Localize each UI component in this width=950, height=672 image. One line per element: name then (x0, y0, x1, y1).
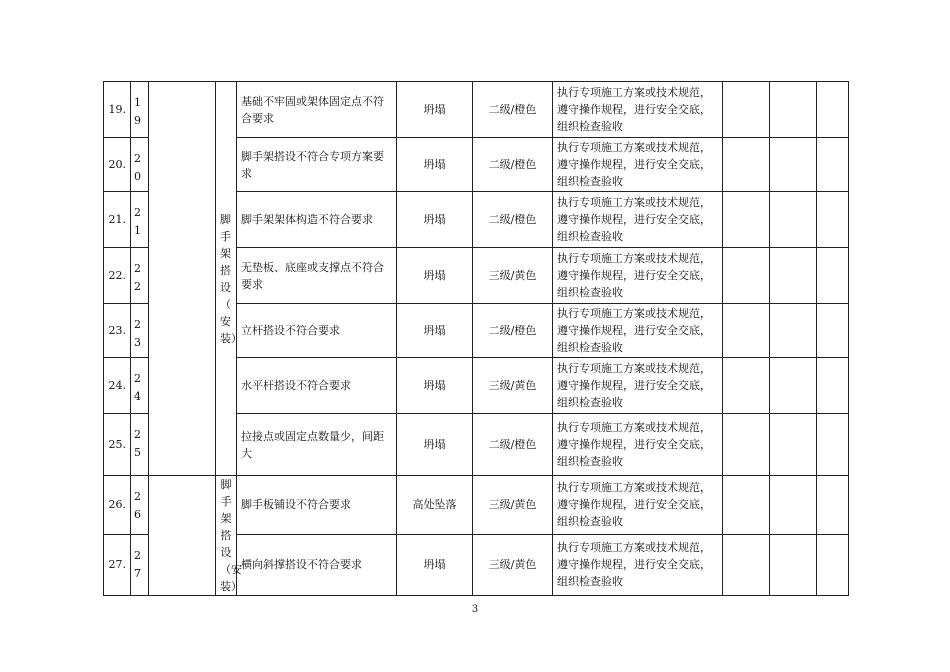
empty-cell (723, 138, 770, 192)
accident-type-cell: 高处坠落 (397, 476, 473, 535)
sub-digit: 1 (134, 96, 141, 109)
sub-digit: 3 (134, 336, 141, 349)
sub-digit: 6 (134, 508, 141, 521)
empty-cell (817, 534, 849, 595)
control-measure-cell: 执行专项施工方案或技术规范，遵守操作规程，进行安全交底，组织检查验收 (553, 82, 723, 138)
control-measure-cell: 执行专项施工方案或技术规范，遵守操作规程，进行安全交底，组织检查验收 (553, 414, 723, 476)
empty-cell (817, 82, 849, 138)
empty-cell (770, 248, 817, 304)
empty-cell (817, 248, 849, 304)
empty-cell (770, 82, 817, 138)
risk-level-cell: 二级/橙色 (473, 192, 553, 248)
empty-cell (770, 476, 817, 535)
empty-cell (723, 192, 770, 248)
hazard-cell: 拉接点或固定点数量少，间距大 (237, 414, 397, 476)
accident-type-cell: 坍塌 (397, 358, 473, 414)
accident-type-cell: 坍塌 (397, 82, 473, 138)
row-sub-number (131, 248, 149, 304)
control-measure-cell: 执行专项施工方案或技术规范，遵守操作规程，进行安全交底，组织检查验收 (553, 358, 723, 414)
row-number: 27. (104, 534, 131, 595)
accident-type-cell: 坍塌 (397, 192, 473, 248)
control-measure-cell: 执行专项施工方案或技术规范，遵守操作规程，进行安全交底，组织检查验收 (553, 476, 723, 535)
hazard-cell: 水平杆搭设不符合要求 (237, 358, 397, 414)
empty-cell (817, 138, 849, 192)
category-line: 搭设 (220, 529, 232, 559)
row-sub-number (131, 534, 149, 595)
sub-digit: 4 (134, 390, 141, 403)
accident-type-cell: 坍塌 (397, 414, 473, 476)
empty-cell (770, 192, 817, 248)
category-line: 装） (220, 580, 242, 593)
sub-digit: 2 (134, 206, 141, 219)
category-line: 脚手架 (220, 478, 232, 525)
sub-digit: 2 (134, 280, 141, 293)
empty-cell (817, 304, 849, 358)
row-number: 23. (104, 304, 131, 358)
sub-digit: 7 (134, 566, 141, 580)
accident-type-cell: 坍塌 (397, 534, 473, 595)
empty-cell (770, 138, 817, 192)
empty-cell (723, 534, 770, 595)
hazard-cell: 横向斜撑搭设不符合要求 (237, 534, 397, 595)
category-line: （安 (220, 563, 242, 576)
accident-type-cell: 坍塌 (397, 304, 473, 358)
blank-cell (149, 476, 216, 596)
sub-digit: 2 (134, 372, 141, 385)
empty-cell (723, 476, 770, 535)
sub-digit: 5 (134, 446, 141, 459)
risk-level-cell: 三级/黄色 (473, 248, 553, 304)
row-number: 21. (104, 192, 131, 248)
sub-digit: 2 (134, 428, 141, 441)
category-line: 脚手架 (220, 212, 231, 260)
accident-type-cell: 坍塌 (397, 138, 473, 192)
empty-cell (723, 358, 770, 414)
risk-level-cell: 三级/黄色 (473, 476, 553, 535)
row-sub-number (131, 82, 149, 138)
category-line: 装） (220, 331, 242, 345)
control-measure-cell: 执行专项施工方案或技术规范，遵守操作规程，进行安全交底，组织检查验收 (553, 248, 723, 304)
risk-level-cell: 二级/橙色 (473, 82, 553, 138)
hazard-cell: 立杆搭设不符合要求 (237, 304, 397, 358)
sub-digit: 2 (134, 548, 141, 562)
risk-level-cell: 二级/橙色 (473, 304, 553, 358)
sub-digit: 2 (134, 490, 141, 503)
row-sub-number (131, 304, 149, 358)
row-number: 24. (104, 358, 131, 414)
empty-cell (770, 414, 817, 476)
row-number: 25. (104, 414, 131, 476)
sub-digit: 2 (134, 152, 141, 165)
empty-cell (817, 358, 849, 414)
control-measure-cell: 执行专项施工方案或技术规范，遵守操作规程，进行安全交底，组织检查验收 (553, 534, 723, 595)
empty-cell (723, 82, 770, 138)
empty-cell (723, 304, 770, 358)
sub-digit: 2 (134, 318, 141, 331)
empty-cell (723, 248, 770, 304)
row-sub-number (131, 476, 149, 535)
empty-cell (817, 414, 849, 476)
sub-digit: 9 (134, 114, 141, 127)
empty-cell (723, 414, 770, 476)
row-sub-number (131, 138, 149, 192)
page-number: 3 (471, 604, 479, 615)
row-number: 22. (104, 248, 131, 304)
row-number: 26. (104, 476, 131, 535)
row-sub-number (131, 358, 149, 414)
control-measure-cell: 执行专项施工方案或技术规范，遵守操作规程，进行安全交底，组织检查验收 (553, 304, 723, 358)
hazard-cell: 脚手架架体构造不符合要求 (237, 192, 397, 248)
blank-cell (149, 82, 216, 476)
control-measure-cell: 执行专项施工方案或技术规范，遵守操作规程，进行安全交底，组织检查验收 (553, 138, 723, 192)
hazard-table (103, 81, 849, 596)
hazard-cell: 基础不牢固或架体固定点不符合要求 (237, 82, 397, 138)
empty-cell (770, 304, 817, 358)
risk-level-cell: 二级/橙色 (473, 414, 553, 476)
sub-digit: 2 (134, 262, 141, 275)
hazard-cell: 无垫板、底座或支撑点不符合要求 (237, 248, 397, 304)
sub-digit: 1 (134, 224, 141, 237)
table-row (104, 476, 849, 535)
category-cell (216, 82, 242, 476)
row-sub-number (131, 192, 149, 248)
category-cell (216, 476, 242, 596)
hazard-cell: 脚手架搭设不符合专项方案要求 (237, 138, 397, 192)
empty-cell (770, 534, 817, 595)
sub-digit: 0 (134, 170, 141, 183)
control-measure-cell: 执行专项施工方案或技术规范，遵守操作规程，进行安全交底，组织检查验收 (553, 192, 723, 248)
row-number: 19. (104, 82, 131, 138)
hazard-table-body (104, 82, 849, 596)
row-number: 20. (104, 138, 131, 192)
empty-cell (817, 476, 849, 535)
category-line: （ 安 (220, 297, 242, 328)
risk-level-cell: 二级/橙色 (473, 138, 553, 192)
table-row (104, 82, 849, 138)
row-sub-number (131, 414, 149, 476)
hazard-cell: 脚手板铺设不符合要求 (237, 476, 397, 535)
empty-cell (817, 192, 849, 248)
risk-level-cell: 三级/黄色 (473, 358, 553, 414)
accident-type-cell: 坍塌 (397, 248, 473, 304)
empty-cell (770, 358, 817, 414)
risk-level-cell: 三级/黄色 (473, 534, 553, 595)
category-line: 搭 设 (220, 263, 242, 294)
